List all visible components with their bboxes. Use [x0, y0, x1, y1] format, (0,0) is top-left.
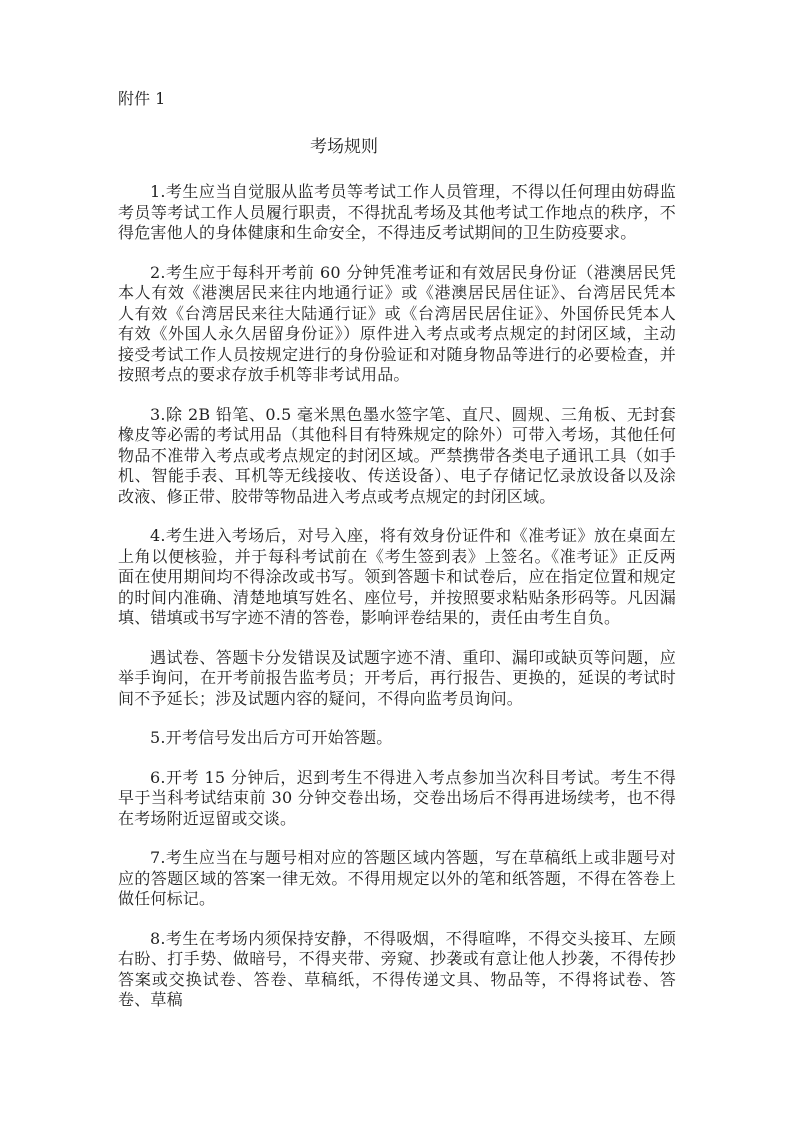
paragraph: 5.开考信号发出后方可开始答题。: [150, 728, 393, 747]
attachment-label: 附件 1: [118, 89, 166, 108]
paragraph: 2.考生应于每科开考前 60 分钟凭准考证和有效居民身份证（港澳居民凭本人有效《港澳居民来往内地通行证》或《港澳居民居住证》、台湾居民凭本人有效《台湾居民来往大陆通行证》或《台湾居民居住证》、外国侨民凭本人有效《外国人永久居留身份证》）原件进入考点或考点规定的封闭区域，主动接受考试工作人员按规定进行的身份验证和对随身物品等进行的必要检查，并按照考点的要求存放手机等非考试用品。: [118, 262, 676, 384]
document-body: [118, 182, 676, 1011]
paragraph: 1.考生应当自觉服从监考员等考试工作人员管理，不得以任何理由妨碍监考员等考试工作人员履行职责，不得扰乱考场及其他考试工作地点的秩序，不得危害他人的身体健康和生命安全，不得违反考试期间的卫生防疫要求。: [118, 182, 676, 242]
paragraph: 8.考生在考场内须保持安静，不得吸烟，不得喧哗，不得交头接耳、左顾右盼、打手势、做暗号，不得夹带、旁窥、抄袭或有意让他人抄袭，不得传抄答案或交换试卷、答卷、草稿纸，不得传递文具、物品等，不得将试卷、答卷、草稿: [118, 928, 676, 1009]
paragraph: 4.考生进入考场后，对号入座，将有效身份证件和《准考证》放在桌面左上角以便核验，并于每科考试前在《考生签到表》上签名。《准考证》正反两面在使用期间均不得涂改或书写。领到答题卡和试卷后，应在指定位置和规定的时间内准确、清楚地填写姓名、座位号，并按照要求粘贴条形码等。凡因漏填、错填或书写字迹不清的答卷，影响评卷结果的，责任由考生自负。: [118, 526, 676, 627]
page-title: 考场规则: [310, 137, 378, 157]
paragraph: 7.考生应当在与题号相对应的答题区域内答题，写在草稿纸上或非题号对应的答题区域的答案一律无效。不得用规定以外的笔和纸答题，不得在答卷上做任何标记。: [118, 848, 676, 908]
paragraph: 遇试卷、答题卡分发错误及试题字迹不清、重印、漏印或缺页等问题，应举手询问，在开考前报告监考员；开考后，再行报告、更换的，延误的考试时间不予延长；涉及试题内容的疑问，不得向监考员询问。: [118, 647, 676, 708]
paragraph: 3.除 2B 铅笔、0.5 毫米黑色墨水签字笔、直尺、圆规、三角板、无封套橡皮等必需的考试用品（其他科目有特殊规定的除外）可带入考场，其他任何物品不准带入考点或考点规定的封闭区域。严禁携带各类电子通讯工具（如手机、智能手表、耳机等无线接收、传送设备）、电子存储记忆录放设备以及涂改液、修正带、胶带等物品进入考点或考点规定的封闭区域。: [118, 404, 676, 506]
paragraph: 6.开考 15 分钟后，迟到考生不得进入考点参加当次科目考试。考生不得早于当科考试结束前 30 分钟交卷出场，交卷出场后不得再进场续考，也不得在考场附近逗留或交谈。: [118, 767, 676, 828]
